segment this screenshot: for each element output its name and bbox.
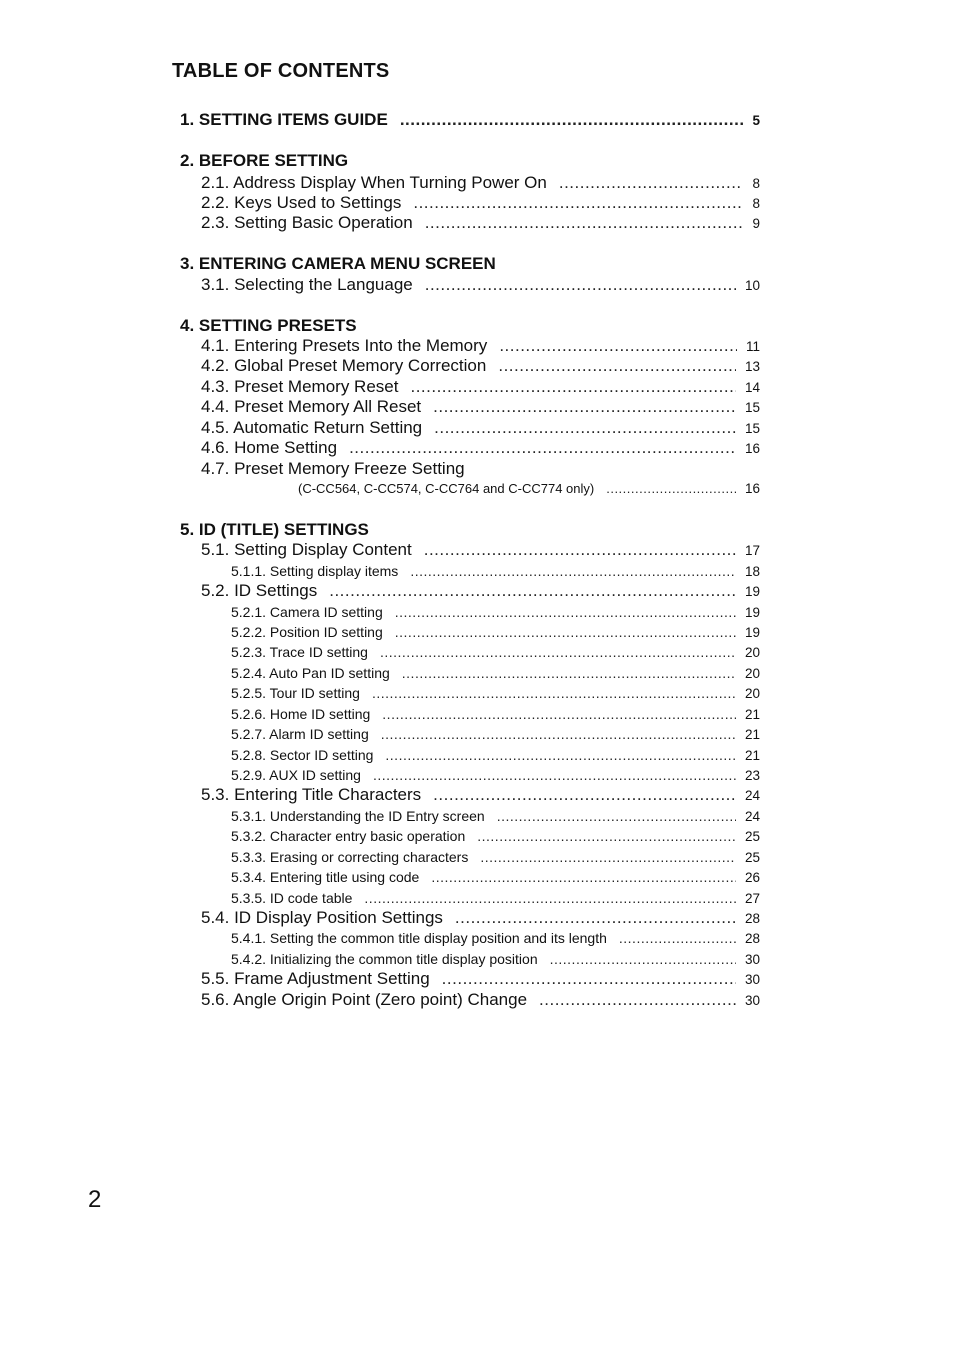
toc-subentry[interactable] [231, 726, 760, 742]
toc-label: 5.2.9. AUX ID setting [231, 767, 361, 783]
toc-page-number: 20 [744, 645, 760, 660]
toc-subentry[interactable] [231, 685, 760, 701]
toc-note-label: (C-CC564, C-CC574, C-CC764 and C-CC774 only) [298, 481, 595, 496]
toc-section-2[interactable] [180, 151, 348, 171]
toc-label: 1. SETTING ITEMS GUIDE [180, 110, 388, 129]
toc-page-number: 26 [744, 870, 760, 885]
toc-label: 5.2.3. Trace ID setting [231, 644, 368, 660]
toc-entry[interactable] [201, 969, 760, 989]
dot-leader [329, 581, 736, 601]
toc-page-number: 20 [744, 666, 760, 681]
dot-leader [410, 563, 736, 579]
toc-label: 4.2. Global Preset Memory Correction [201, 356, 487, 375]
toc-label: 5.3.5. ID code table [231, 890, 353, 906]
toc-subentry[interactable] [231, 767, 760, 783]
dot-leader [402, 665, 736, 681]
toc-label: 4.1. Entering Presets Into the Memory [201, 336, 488, 355]
toc-entry[interactable] [201, 377, 760, 397]
toc-subentry[interactable] [231, 890, 760, 906]
toc-label: 2. BEFORE SETTING [180, 151, 349, 170]
toc-page-number: 19 [744, 625, 760, 640]
toc-subentry[interactable] [231, 747, 760, 763]
toc-page-number: 8 [752, 176, 760, 191]
toc-section-1[interactable] [180, 110, 760, 130]
toc-page-number: 21 [744, 727, 760, 742]
toc-label: 4. SETTING PRESETS [180, 316, 357, 335]
dot-leader [382, 706, 736, 722]
toc-label: 5.4.1. Setting the common title display position and its length [231, 930, 607, 946]
toc-subentry[interactable] [231, 869, 760, 885]
toc-label: 5.1. Setting Display Content [201, 540, 412, 559]
dot-leader [431, 869, 736, 885]
toc-entry[interactable] [201, 908, 760, 928]
dot-leader [480, 849, 736, 865]
dot-leader [499, 336, 737, 356]
toc-label: 5.2.2. Position ID setting [231, 624, 383, 640]
toc-section-4[interactable] [180, 316, 357, 336]
toc-page-number: 24 [744, 788, 760, 803]
dot-leader [550, 951, 736, 967]
toc-subentry[interactable] [231, 828, 760, 844]
toc-label: 5.4. ID Display Position Settings [201, 908, 443, 927]
dot-leader [425, 213, 744, 233]
toc-page-number: 24 [744, 809, 760, 824]
toc-entry[interactable] [201, 540, 760, 560]
dot-leader [380, 644, 736, 660]
toc-page-number: 13 [744, 359, 760, 374]
dot-leader [364, 890, 736, 906]
page-number: 2 [88, 1186, 102, 1213]
toc-page-number: 16 [744, 441, 760, 456]
dot-leader [497, 808, 736, 824]
dot-leader [434, 418, 736, 438]
toc-entry[interactable] [201, 418, 760, 438]
dot-leader [372, 685, 736, 701]
toc-page-number: 25 [744, 829, 760, 844]
dot-leader [606, 481, 736, 496]
toc-label: 5.1.1. Setting display items [231, 563, 399, 579]
toc-page-number: 21 [744, 707, 760, 722]
toc-page-number: 15 [744, 400, 760, 415]
toc-subentry[interactable] [231, 604, 760, 620]
toc-label: 5.3.4. Entering title using code [231, 869, 420, 885]
dot-leader [424, 540, 736, 560]
toc-label: 4.7. Preset Memory Freeze Setting [201, 459, 465, 478]
toc-entry[interactable] [201, 213, 760, 233]
toc-subentry[interactable] [231, 706, 760, 722]
toc-entry[interactable] [201, 336, 760, 356]
toc-page-number: 21 [744, 748, 760, 763]
toc-label: 5.2.8. Sector ID setting [231, 747, 374, 763]
toc-label: 5.3.2. Character entry basic operation [231, 828, 466, 844]
toc-subentry[interactable] [231, 644, 760, 660]
toc-page-number: 14 [744, 380, 760, 395]
dot-leader [400, 110, 744, 130]
toc-label: 5.2.6. Home ID setting [231, 706, 371, 722]
toc-label: 5. ID (TITLE) SETTINGS [180, 520, 369, 539]
toc-subentry[interactable] [231, 849, 760, 865]
toc-section-3[interactable] [180, 254, 496, 274]
toc-page-number: 30 [744, 952, 760, 967]
toc-label: 5.3.3. Erasing or correcting characters [231, 849, 469, 865]
toc-label: 4.6. Home Setting [201, 438, 338, 457]
dot-leader [455, 908, 736, 928]
toc-page-number: 25 [744, 850, 760, 865]
toc-page-number: 9 [752, 216, 760, 231]
dot-leader [619, 930, 736, 946]
toc-label: 5.2.4. Auto Pan ID setting [231, 665, 390, 681]
dot-leader [539, 990, 736, 1010]
toc-entry[interactable] [201, 785, 760, 805]
toc-label: 4.4. Preset Memory All Reset [201, 397, 422, 416]
page-title: TABLE OF CONTENTS [172, 60, 390, 82]
toc-page-number: 15 [744, 421, 760, 436]
toc-page-number: 20 [744, 686, 760, 701]
dot-leader [498, 356, 736, 376]
toc-label: 5.6. Angle Origin Point (Zero point) Change [201, 990, 528, 1009]
dot-leader [395, 604, 736, 620]
toc-subentry[interactable] [231, 930, 760, 946]
toc-label: 5.2. ID Settings [201, 581, 318, 600]
toc-page-number: 28 [744, 911, 760, 926]
toc-label: 5.2.7. Alarm ID setting [231, 726, 369, 742]
toc-subentry[interactable] [231, 563, 760, 579]
toc-entry[interactable] [201, 990, 760, 1010]
dot-leader [373, 767, 736, 783]
dot-leader [442, 969, 736, 989]
toc-page-number: 10 [744, 278, 760, 293]
toc-label: 2.3. Setting Basic Operation [201, 213, 413, 232]
toc-entry[interactable] [201, 581, 760, 601]
dot-leader [425, 275, 736, 295]
toc-section-5[interactable] [180, 520, 369, 540]
toc-label: 5.2.1. Camera ID setting [231, 604, 383, 620]
toc-page-number: 30 [744, 993, 760, 1008]
toc-page-number: 30 [744, 972, 760, 987]
toc-label: 5.2.5. Tour ID setting [231, 685, 360, 701]
toc-label: 5.3. Entering Title Characters [201, 785, 422, 804]
toc-page-number: 16 [744, 481, 760, 496]
dot-leader [410, 377, 736, 397]
toc-page-number: 28 [744, 931, 760, 946]
dot-leader [381, 726, 736, 742]
toc-label: 2.2. Keys Used to Settings [201, 193, 402, 212]
toc-subentry[interactable] [231, 951, 760, 967]
toc-label: 5.3.1. Understanding the ID Entry screen [231, 808, 485, 824]
toc-entry[interactable] [201, 459, 465, 479]
toc-entry[interactable] [201, 173, 760, 193]
dot-leader [433, 785, 736, 805]
toc-subentry[interactable] [231, 665, 760, 681]
toc-page-number: 23 [744, 768, 760, 783]
toc-label: 4.3. Preset Memory Reset [201, 377, 399, 396]
toc-page-number: 18 [744, 564, 760, 579]
dot-leader [477, 828, 736, 844]
toc-entry[interactable] [201, 193, 760, 213]
toc-entry[interactable] [201, 356, 760, 376]
toc-subentry[interactable] [231, 808, 760, 824]
toc-label: 5.5. Frame Adjustment Setting [201, 969, 430, 988]
toc-subentry[interactable] [231, 624, 760, 640]
toc-label: 3.1. Selecting the Language [201, 275, 413, 294]
toc-page-number: 19 [744, 605, 760, 620]
toc-page-number: 11 [745, 339, 760, 354]
toc-page-number: 8 [752, 196, 760, 211]
toc-page-number: 5 [752, 113, 760, 128]
toc-entry[interactable] [201, 275, 760, 295]
dot-leader [349, 438, 736, 458]
toc-entry[interactable] [201, 397, 760, 417]
toc-page-number: 17 [744, 543, 760, 558]
toc-label: 5.4.2. Initializing the common title display position [231, 951, 538, 967]
dot-leader [413, 193, 743, 213]
dot-leader [433, 397, 736, 417]
toc-entry[interactable] [201, 438, 760, 458]
dot-leader [559, 173, 744, 193]
toc-entry-note[interactable] [298, 481, 760, 496]
toc-page-number: 27 [744, 891, 760, 906]
dot-leader [385, 747, 736, 763]
toc-page-number: 19 [744, 584, 760, 599]
toc-label: 2.1. Address Display When Turning Power On [201, 173, 547, 192]
toc-label: 4.5. Automatic Return Setting [201, 418, 423, 437]
dot-leader [395, 624, 736, 640]
toc-label: 3. ENTERING CAMERA MENU SCREEN [180, 254, 496, 273]
